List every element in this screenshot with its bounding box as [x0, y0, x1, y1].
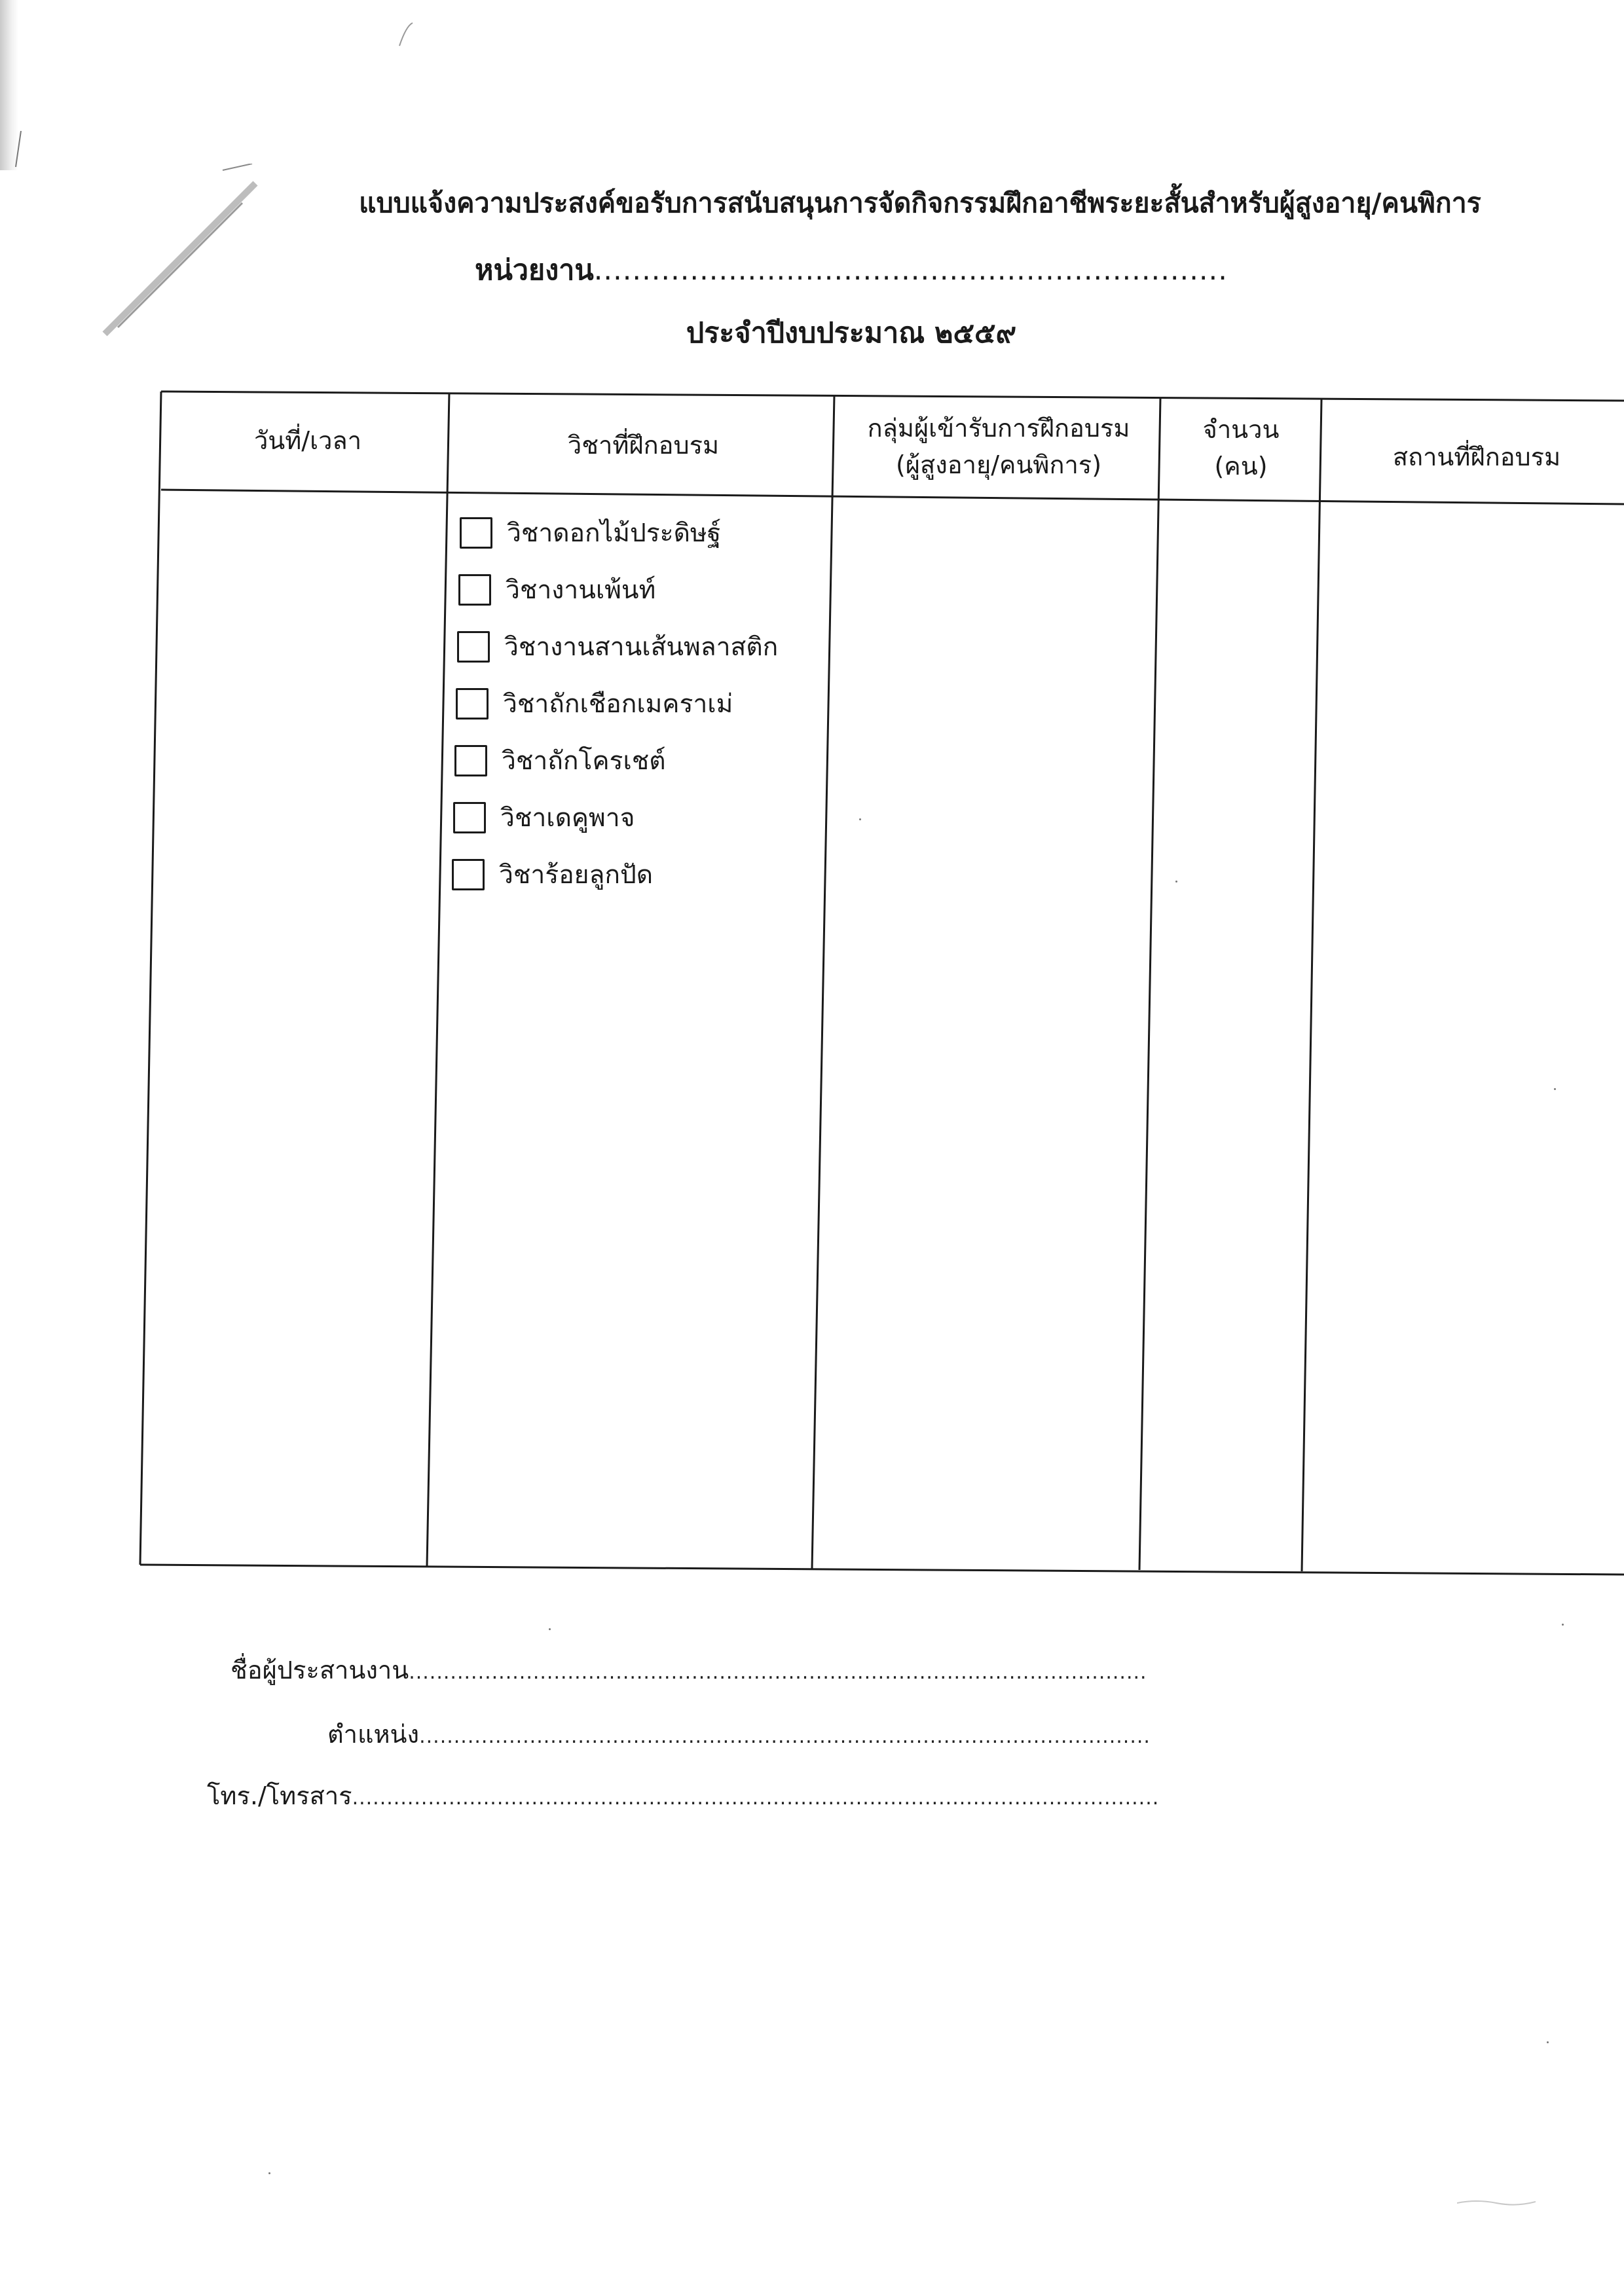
header-date-time	[170, 422, 445, 459]
scan-speck	[1175, 881, 1177, 883]
header-count	[1166, 411, 1316, 484]
header-course	[458, 427, 828, 464]
agency-fill-dots: ..................................................................	[593, 254, 1228, 287]
course-option[interactable]	[457, 618, 778, 675]
phone-fax-label: โทร./โทรสาร	[207, 1781, 352, 1810]
course-label: วิชาร้อยลูกปัด	[499, 860, 654, 890]
form-title-text: แบบแจ้งความประสงค์ขอรับการสนับสนุนการจัดกิจกรรมฝึกอาชีพระยะสั้นสำหรับผู้สูงอายุ/คนพิการ	[359, 187, 1481, 219]
scan-speck	[859, 818, 861, 820]
header-venue	[1329, 439, 1624, 475]
course-option[interactable]	[454, 732, 778, 789]
scan-speck	[549, 1628, 551, 1630]
position-line	[327, 1714, 1151, 1754]
header-course-text: วิชาที่ฝึกอบรม	[567, 431, 720, 460]
header-target-group-line1: กลุ่มผู้เข้ารับการฝึกอบรม	[867, 414, 1130, 443]
header-target-group	[841, 410, 1156, 483]
scan-speck	[268, 2172, 270, 2174]
course-option[interactable]	[456, 675, 778, 732]
checkbox[interactable]	[458, 574, 491, 606]
checkbox[interactable]	[453, 802, 486, 833]
scan-speck	[1547, 2041, 1549, 2043]
course-label: วิชาถักเชือกเมคราเม่	[503, 689, 733, 719]
coordinator-input[interactable]: ...........................................................................................................	[409, 1661, 1147, 1684]
position-label: ตำแหน่ง	[327, 1720, 420, 1749]
scan-smudge	[1457, 2196, 1536, 2210]
position-input[interactable]: ..........................................................................................................	[419, 1725, 1151, 1748]
checkbox[interactable]	[454, 745, 487, 776]
checkbox[interactable]	[460, 517, 492, 549]
scan-speck	[1562, 1624, 1564, 1626]
header-venue-text: สถานที่ฝึกอบรม	[1392, 443, 1561, 471]
course-option[interactable]	[458, 561, 778, 618]
scan-speck	[1554, 1088, 1556, 1090]
course-option[interactable]	[453, 789, 778, 846]
checkbox[interactable]	[452, 859, 485, 890]
header-date-time-text: วันที่/เวลา	[253, 426, 362, 455]
phone-fax-line	[207, 1776, 1159, 1815]
course-label: วิชางานเพ้นท์	[506, 575, 656, 605]
coordinator-label: ชื่อผู้ประสานงาน	[231, 1656, 409, 1685]
course-label: วิชาดอกไม้ประดิษฐ์	[507, 518, 722, 548]
course-label: วิชางานสานเส้นพลาสติก	[504, 632, 779, 662]
header-count-line1: จำนวน	[1202, 415, 1280, 444]
agency-label: หน่วยงาน	[475, 254, 594, 287]
course-label: วิชาถักโครเชต์	[502, 746, 666, 776]
phone-fax-input[interactable]: .....................................................................................................................	[352, 1787, 1160, 1810]
course-checklist	[452, 504, 778, 903]
fiscal-year-text: ประจำปีงบประมาณ ๒๕๕๙	[686, 317, 1017, 350]
course-option[interactable]	[460, 504, 778, 561]
course-option[interactable]	[452, 846, 778, 903]
header-count-line2: (คน)	[1214, 452, 1268, 481]
coordinator-line	[231, 1650, 1147, 1690]
checkbox[interactable]	[456, 688, 489, 720]
checkbox[interactable]	[457, 631, 490, 663]
course-label: วิชาเดคูพาจ	[500, 803, 635, 833]
header-target-group-line2: (ผู้สูงอายุ/คนพิการ)	[895, 450, 1102, 479]
